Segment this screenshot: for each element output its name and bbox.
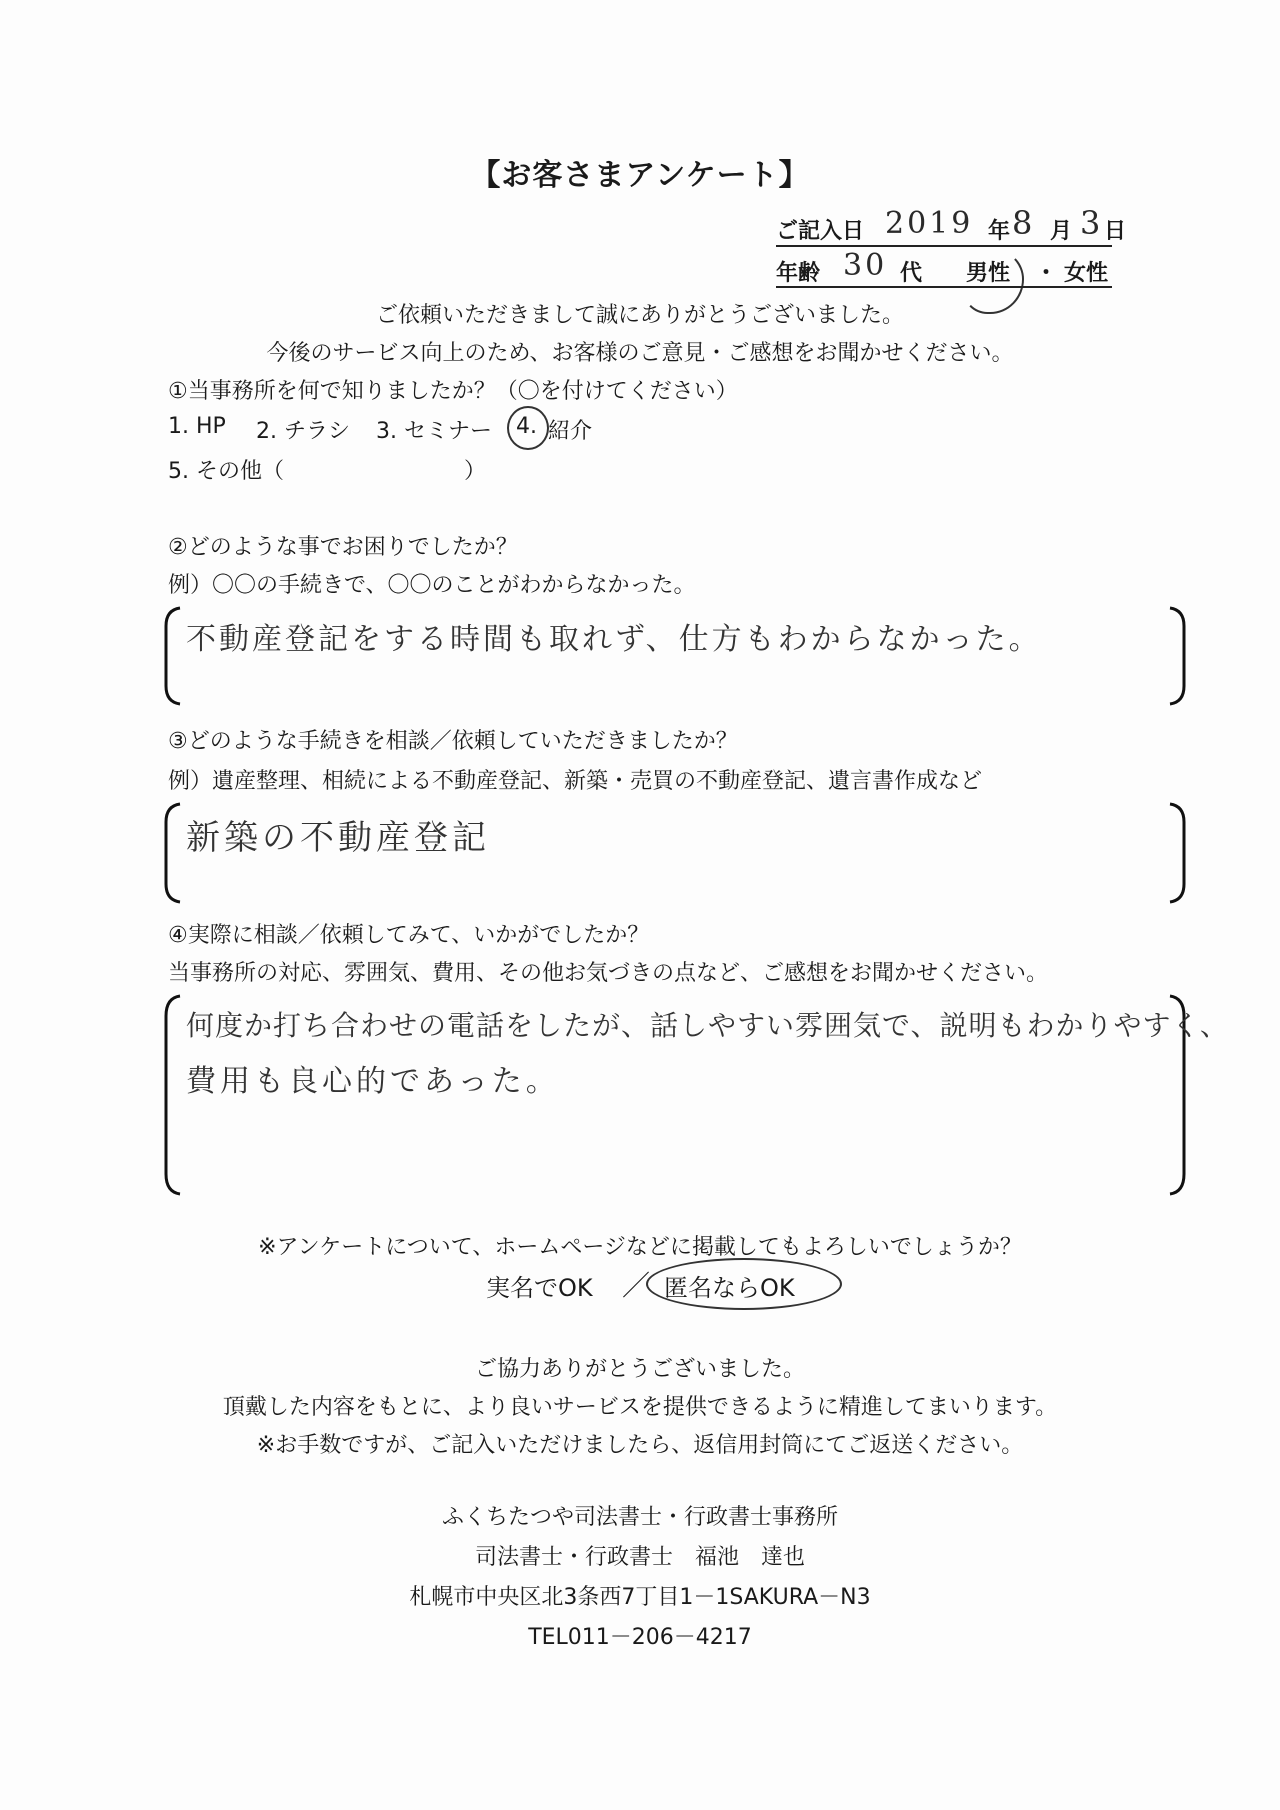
gender-separator: ・ bbox=[1035, 261, 1058, 286]
closing-line-3: ※お手数ですが、ご記入いただけましたら、返信用封筒にてご返送ください。 bbox=[256, 1433, 1024, 1458]
publish-selection-circle bbox=[646, 1258, 842, 1310]
q2-example: 例）〇〇の手続きで、〇〇のことがわからなかった。 bbox=[168, 573, 696, 598]
q1-question: ①当事務所を何で知りましたか？（〇を付けてください） bbox=[168, 379, 738, 404]
q4-answer-bracket-left bbox=[162, 994, 182, 1196]
q3-example: 例）遺産整理、相続による不動産登記、新築・売買の不動産登記、遺言書作成など bbox=[168, 769, 983, 794]
gender-male: 男性 bbox=[966, 261, 1011, 286]
closing-line-2: 頂戴した内容をもとに、より良いサービスを提供できるように精進してまいります。 bbox=[222, 1395, 1058, 1420]
q3-answer-bracket-left bbox=[162, 802, 182, 904]
q3-answer: 新築の不動産登記 bbox=[186, 818, 490, 858]
q4-answer-line-2: 費用も良心的であった。 bbox=[186, 1064, 560, 1099]
q2-answer: 不動産登記をする時間も取れず、仕方もわからなかった。 bbox=[186, 622, 1042, 657]
office-representative: 司法書士・行政書士 福池 達也 bbox=[474, 1545, 805, 1570]
q2-answer-bracket-right bbox=[1168, 606, 1188, 706]
age-underline bbox=[776, 286, 1112, 288]
q1-option-hp: 1. HP bbox=[168, 414, 226, 439]
office-address: 札幌市中央区北3条西7丁目1－1SAKURA－N3 bbox=[409, 1585, 871, 1610]
age-value: 30 bbox=[843, 248, 888, 283]
closing-line-1: ご協力ありがとうございました。 bbox=[474, 1357, 805, 1382]
entry-date-label: ご記入日 bbox=[776, 219, 865, 244]
entry-date-month: 8 bbox=[1012, 204, 1033, 242]
q1-option-referral: 紹介 bbox=[548, 419, 593, 444]
entry-date-day-unit: 日 bbox=[1104, 219, 1127, 244]
q1-selection-circle bbox=[507, 406, 549, 450]
publish-slash: ／ bbox=[622, 1269, 651, 1302]
intro-line-1: ご依頼いただきまして誠にありがとうございました。 bbox=[375, 303, 904, 328]
q1-option-seminar: 3. セミナー bbox=[376, 419, 492, 444]
page-title: 【お客さまアンケート】 bbox=[470, 158, 810, 193]
publish-option-real-name: 実名でOK bbox=[486, 1274, 593, 1302]
q4-example: 当事務所の対応、雰囲気、費用、その他お気づきの点など、ご感想をお聞かせください。 bbox=[168, 961, 1049, 986]
q1-option-4-number: 4. bbox=[516, 414, 537, 439]
entry-date-year: 2019 bbox=[885, 206, 974, 241]
q1-option-other: 5. その他（ bbox=[168, 459, 284, 484]
q1-option-flyer: 2. チラシ bbox=[256, 419, 350, 444]
entry-date-day: 3 bbox=[1080, 204, 1101, 242]
q4-answer-line-1: 何度か打ち合わせの電話をしたが、話しやすい雰囲気で、説明もわかりやすく、 bbox=[186, 1009, 1229, 1042]
q1-option-other-close: ） bbox=[464, 459, 487, 484]
age-unit: 代 bbox=[900, 261, 923, 286]
publish-option-anonymous: 匿名ならOK bbox=[664, 1274, 795, 1302]
age-label: 年齢 bbox=[776, 261, 821, 286]
q4-question: ④実際に相談／依頼してみて、いかがでしたか？ bbox=[168, 923, 650, 948]
gender-female: 女性 bbox=[1064, 261, 1109, 286]
entry-date-underline bbox=[776, 245, 1112, 247]
entry-date-month-unit: 月 bbox=[1050, 219, 1073, 244]
q2-question: ②どのような事でお困りでしたか？ bbox=[168, 535, 518, 560]
q2-answer-bracket-left bbox=[162, 606, 182, 706]
intro-line-2: 今後のサービス向上のため、お客様のご意見・ご感想をお聞かせください。 bbox=[266, 341, 1014, 366]
office-name: ふくちたつや司法書士・行政書士事務所 bbox=[441, 1505, 838, 1530]
q3-answer-bracket-right bbox=[1168, 802, 1188, 904]
office-tel: TEL011－206－4217 bbox=[528, 1625, 752, 1650]
publish-question: ※アンケートについて、ホームページなどに掲載してもよろしいでしょうか？ bbox=[258, 1235, 1022, 1260]
entry-date-year-unit: 年 bbox=[988, 219, 1011, 244]
q3-question: ③どのような手続きを相談／依頼していただきましたか？ bbox=[168, 729, 738, 754]
